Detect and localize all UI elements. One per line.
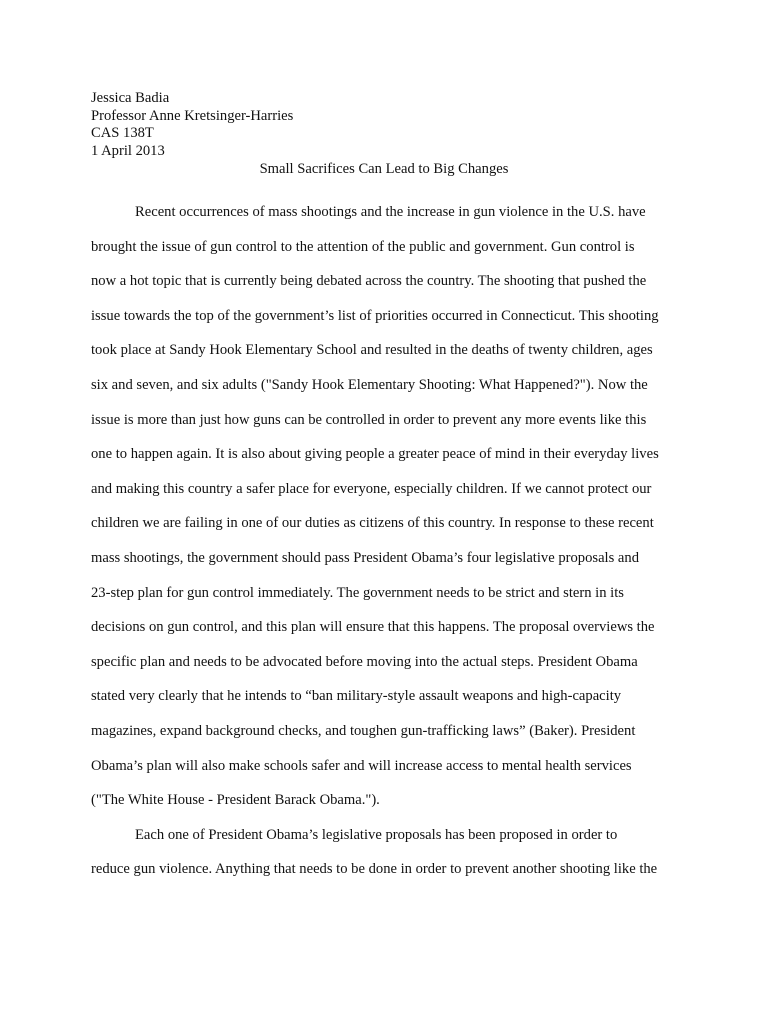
body-line: mass shootings, the government should pass President Obama’s four legislative proposals and — [91, 549, 639, 566]
body-line: decisions on gun control, and this plan will ensure that this happens. The proposal overviews the — [91, 619, 655, 636]
professor-name: Professor Anne Kretsinger-Harries — [91, 107, 294, 124]
body-line: 23-step plan for gun control immediately. The government needs to be strict and stern in its — [91, 584, 624, 601]
document-date: 1 April 2013 — [91, 142, 165, 159]
body-line: six and seven, and six adults ("Sandy Hook Elementary Shooting: What Happened?"). Now the — [91, 376, 648, 393]
body-line: issue is more than just how guns can be controlled in order to prevent any more events like this — [91, 411, 647, 428]
header-block — [91, 90, 293, 160]
course-code: CAS 138T — [91, 125, 154, 142]
body-line: now a hot topic that is currently being debated across the country. The shooting that pushed the — [91, 273, 647, 290]
body-line: specific plan and needs to be advocated before moving into the actual steps. President Obama — [91, 653, 638, 670]
essay-title: Small Sacrifices Can Lead to Big Changes — [259, 161, 509, 177]
body-line: took place at Sandy Hook Elementary School and resulted in the deaths of twenty children, ages — [91, 342, 653, 359]
body-line: children we are failing in one of our duties as citizens of this country. In response to these recent — [91, 515, 654, 532]
essay-body — [91, 195, 691, 887]
body-line: stated very clearly that he intends to “ban military-style assault weapons and high-capacity — [91, 688, 622, 705]
body-line: and making this country a safer place for everyone, especially children. If we cannot protect our — [91, 480, 652, 497]
body-line: ("The White House - President Barack Obama."). — [91, 792, 380, 809]
author-name: Jessica Badia — [91, 90, 170, 106]
body-line: Recent occurrences of mass shootings and the increase in gun violence in the U.S. have — [135, 204, 646, 220]
body-line: Obama’s plan will also make schools safer and will increase access to mental health services — [91, 757, 632, 774]
body-line: magazines, expand background checks, and toughen gun-trafficking laws” (Baker). President — [91, 722, 636, 739]
body-line: Each one of President Obama’s legislative proposals has been proposed in order to — [135, 826, 618, 843]
body-line: one to happen again. It is also about giving people a greater peace of mind in their everyday lives — [91, 446, 659, 463]
body-line: issue towards the top of the government’s list of priorities occurred in Connecticut. This shooting — [91, 307, 659, 324]
body-line: brought the issue of gun control to the attention of the public and government. Gun control is — [91, 238, 635, 255]
body-line: reduce gun violence. Anything that needs to be done in order to prevent another shooting like the — [91, 861, 658, 878]
